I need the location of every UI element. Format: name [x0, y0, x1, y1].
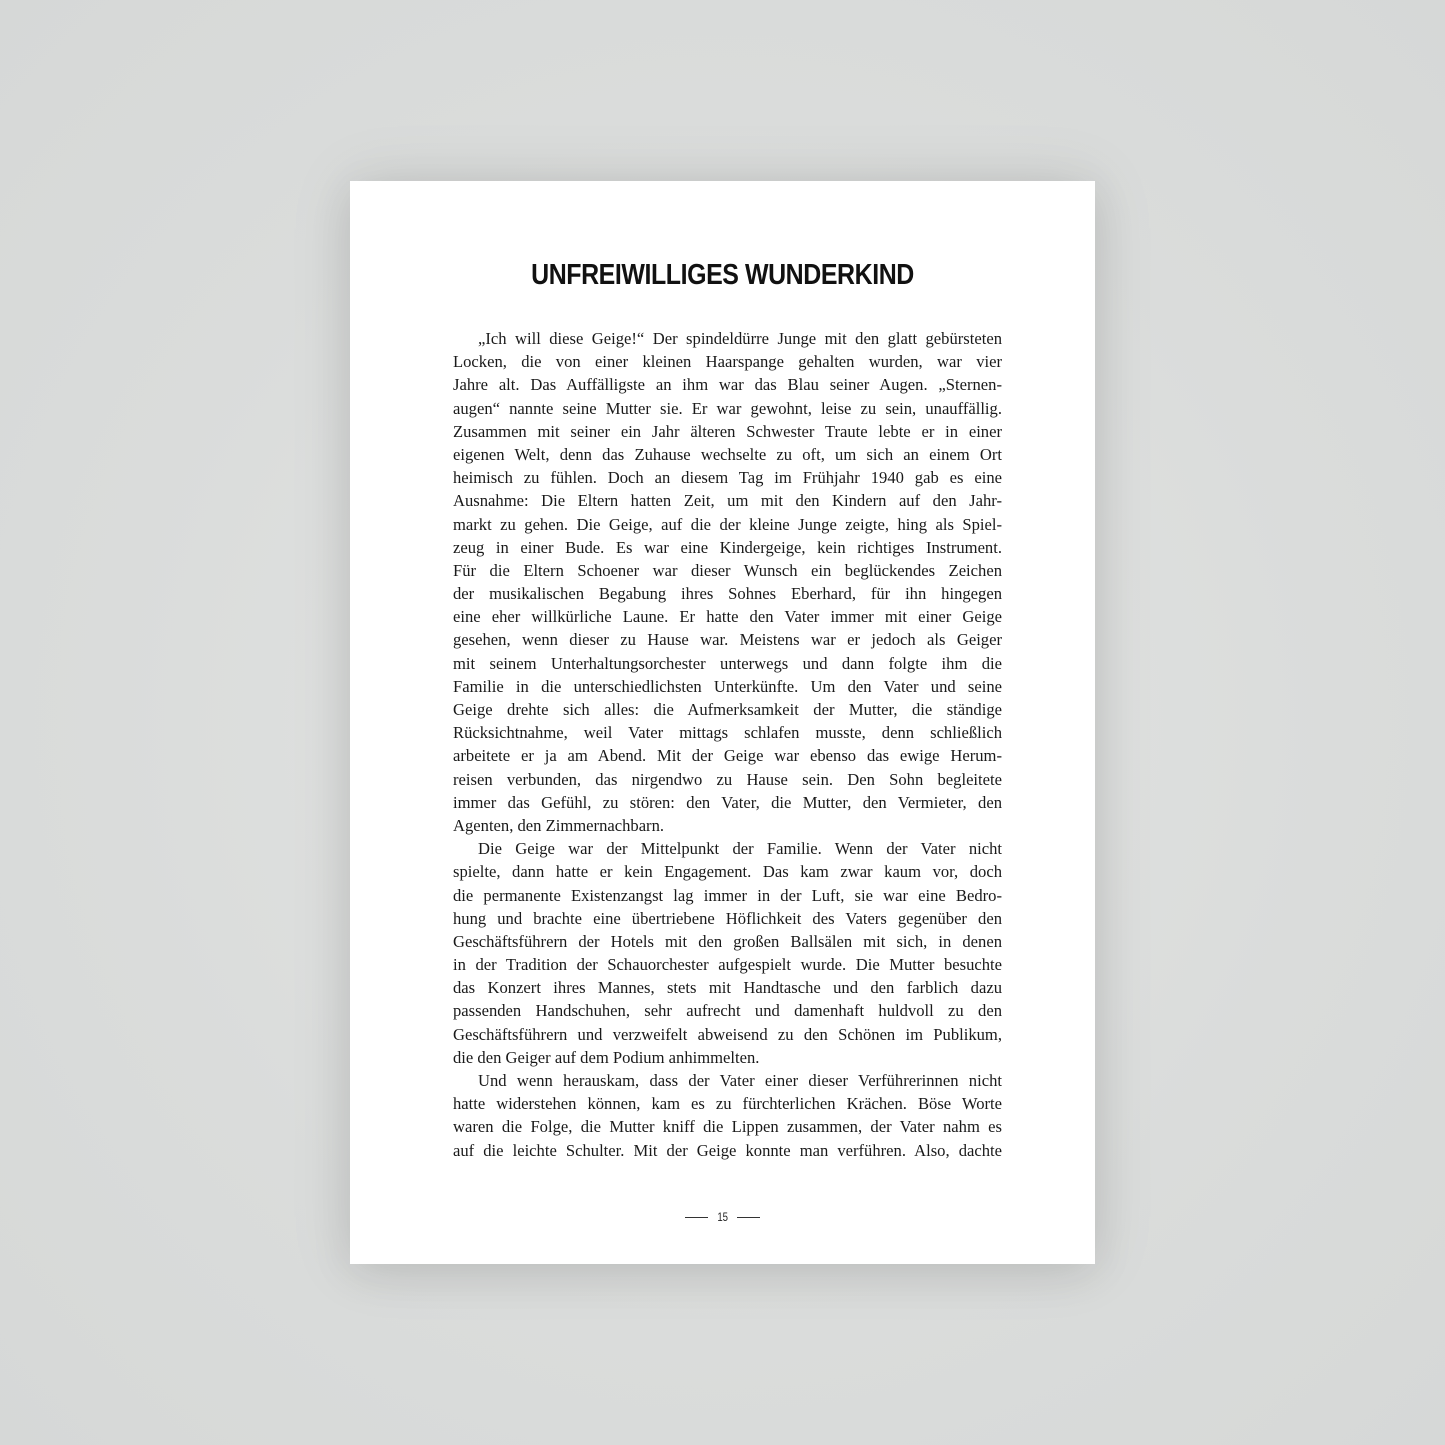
page-number: 15: [717, 1210, 728, 1224]
text-line: reisen verbunden, das nirgendwo zu Hause sein. Den Sohn begleitete: [453, 769, 1002, 789]
text-line: Die Geige war der Mittelpunkt der Familie. Wenn der Vater nicht: [478, 839, 1002, 859]
text-line: mit seinem Unterhaltungsorchester unterwegs und dann folgte ihm die: [453, 653, 1002, 673]
text-line: zeug in einer Bude. Es war eine Kindergeige, kein richtiges Instrument.: [453, 537, 1002, 557]
text-line: heimisch zu fühlen. Doch an diesem Tag im Frühjahr 1940 gab es eine: [453, 468, 1002, 488]
text-line: hung und brachte eine übertriebene Höflichkeit des Vaters gegenüber den: [453, 908, 1002, 928]
book-page: [350, 181, 1095, 1264]
text-line: Rücksichtnahme, weil Vater mittags schlafen musste, denn schließlich: [453, 723, 1002, 743]
text-line: der musikalischen Begabung ihres Sohnes Eberhard, für ihn hingegen: [453, 584, 1002, 604]
text-line: spielte, dann hatte er kein Engagement. Das kam zwar kaum vor, doch: [453, 862, 1002, 882]
text-line: Und wenn herauskam, dass der Vater einer dieser Verführerinnen nicht: [478, 1071, 1002, 1090]
chapter-title: UNFREIWILLIGES WUNDERKIND: [531, 259, 914, 291]
body-text: [453, 327, 1002, 1162]
text-line: die den Geiger auf dem Podium anhimmelten.: [453, 1047, 760, 1067]
folio-rule-left: [685, 1217, 708, 1218]
text-line: Ausnahme: Die Eltern hatten Zeit, um mit den Kindern auf den Jahr-: [453, 491, 1002, 511]
text-line: waren die Folge, die Mutter kniff die Lippen zusammen, der Vater nahm es: [453, 1117, 1002, 1137]
text-line: Geige drehte sich alles: die Aufmerksamkeit der Mutter, die ständige: [453, 700, 1002, 719]
text-line: Geschäftsführern und verzweifelt abweisend zu den Schönen im Publikum,: [453, 1024, 1002, 1044]
text-line: arbeitete er ja am Abend. Mit der Geige war ebenso das ewige Herum-: [453, 746, 1002, 766]
text-line: eigenen Welt, denn das Zuhause wechselte zu oft, um sich an einem Ort: [453, 444, 1002, 464]
text-line: Für die Eltern Schoener war dieser Wunsch ein beglückendes Zeichen: [453, 560, 1002, 580]
text-line: auf die leichte Schulter. Mit der Geige konnte man verführen. Also, dachte: [453, 1140, 1002, 1160]
text-line: passenden Handschuhen, sehr aufrecht und damenhaft huldvoll zu den: [453, 1001, 1002, 1021]
text-line: augen“ nannte seine Mutter sie. Er war gewohnt, leise zu sein, unauffällig.: [453, 398, 1002, 418]
text-line: markt zu gehen. Die Geige, auf die der kleine Junge zeigte, hing als Spiel-: [453, 514, 1002, 534]
text-line: Familie in die unterschiedlichsten Unterkünfte. Um den Vater und seine: [453, 676, 1002, 696]
text-line: gesehen, wenn dieser zu Hause war. Meistens war er jedoch als Geiger: [453, 630, 1002, 650]
text-line: die permanente Existenzangst lag immer in der Luft, sie war eine Bedro-: [453, 885, 1002, 905]
text-line: hatte widerstehen können, kam es zu fürchterlichen Krächen. Böse Worte: [453, 1094, 1002, 1114]
folio-rule-right: [737, 1217, 760, 1218]
text-line: das Konzert ihres Mannes, stets mit Handtasche und den farblich dazu: [453, 978, 1002, 998]
text-line: immer das Gefühl, zu stören: den Vater, die Mutter, den Vermieter, den: [453, 792, 1002, 812]
text-line: Agenten, den Zimmernachbarn.: [453, 815, 665, 835]
text-line: Geschäftsführern der Hotels mit den großen Ballsälen mit sich, in denen: [453, 931, 1002, 951]
text-line: eine eher willkürliche Laune. Er hatte den Vater immer mit einer Geige: [453, 607, 1002, 627]
text-line: Zusammen mit seiner ein Jahr älteren Schwester Traute lebte er in einer: [453, 421, 1002, 441]
text-line: Jahre alt. Das Auffälligste an ihm war das Blau seiner Augen. „Sternen-: [453, 375, 1002, 395]
text-line: Locken, die von einer kleinen Haarspange gehalten wurden, war vier: [453, 352, 1002, 372]
page-footer: [350, 1210, 1095, 1224]
text-line: „Ich will diese Geige!“ Der spindeldürre Junge mit den glatt gebürsteten: [478, 329, 1002, 348]
text-line: in der Tradition der Schauorchester aufgespielt wurde. Die Mutter besuchte: [453, 955, 1002, 975]
